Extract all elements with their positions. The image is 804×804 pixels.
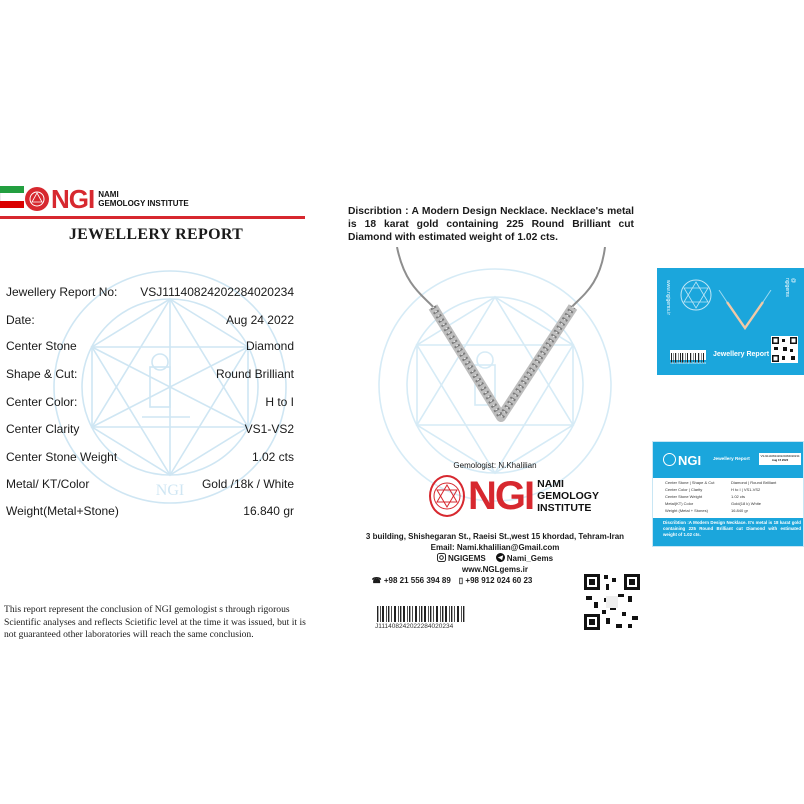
barcode-icon: [377, 606, 467, 622]
card-row: [665, 508, 795, 513]
logo-subtitle: [537, 478, 637, 514]
row-label: Metal/ KT/Color: [6, 477, 90, 491]
header-divider: [0, 216, 305, 219]
logo-mark: NGI: [468, 474, 534, 518]
row-value: VS1-VS2: [244, 422, 294, 436]
report-row: [6, 339, 294, 353]
logo-sub-nami: NAMI: [98, 190, 119, 199]
card-row-label: Center Stone Weight: [665, 494, 703, 499]
report-card-front: [657, 268, 804, 375]
logo-sub-institute: GEMOLOGY INSTITUTE: [98, 199, 189, 208]
card-barcode-number: J111408242022284020234: [670, 361, 707, 365]
card-row-value: Gold(18 k) White: [731, 501, 762, 506]
row-value: 16.840 gr: [243, 504, 294, 518]
row-value: 1.02 cts: [251, 450, 294, 464]
ngi-emblem-icon: [429, 475, 465, 517]
card-date: Aug 15 2022: [771, 458, 789, 462]
logo-sub-institute: GEMOLOGY INSTITUTE: [537, 490, 599, 514]
row-value: Diamond: [245, 339, 294, 353]
card-id-label: [759, 453, 801, 465]
svg-text:NGI: NGI: [155, 482, 185, 499]
logo-sub-nami: NAMI: [537, 478, 564, 490]
disclaimer-text: This report represent the conclusion of NGI gemologist s through rigorous Scientific analyses and reflects Scietific level at the time it was issued, but it is not guaranteed other laboratories will reach the same conclusion.: [4, 604, 306, 640]
card-row-label: Center Stone | Shape & Cut: [665, 480, 715, 485]
card-logo: NGI: [678, 453, 702, 468]
card-row: [665, 487, 795, 492]
logo-mark: NGI: [51, 184, 95, 214]
card-heading: Jewellery Report: [713, 456, 750, 461]
instagram-link[interactable]: [437, 553, 486, 564]
necklace-thumbnail: [715, 290, 775, 340]
report-row: [6, 450, 294, 464]
row-value: Gold /18k / White: [201, 477, 294, 491]
phone-mobile-number: +98 912 024 60 23: [465, 576, 533, 585]
qr-code-icon: [582, 572, 642, 632]
ngi-logo: [25, 186, 189, 212]
ngi-logo: [429, 475, 637, 517]
iran-flag-icon: [0, 186, 24, 208]
logo-subtitle: [98, 190, 189, 208]
card-row-label: Weight (Metal + Stones): [665, 508, 708, 513]
card-instagram: @ ngigems: [784, 278, 796, 297]
qr-code-icon: [771, 336, 798, 363]
row-label: Center Stone Weight: [6, 450, 118, 464]
phone-landline-number: +98 21 556 394 89: [383, 576, 451, 585]
card-row: [665, 494, 795, 499]
card-row-value: Diamond | Round Brilliant: [731, 480, 777, 485]
jewellery-report-sheet: [0, 182, 312, 642]
card-row-value: 16.840 gr: [731, 508, 748, 513]
ngi-emblem-icon: [663, 453, 676, 466]
telegram-link[interactable]: [496, 553, 553, 564]
row-value: Round Brilliant: [215, 367, 294, 381]
necklace-description: Discribtion : A Modern Design Necklace. Necklace's metal is 18 karat gold containing 225 Round Brilliant cut Diamond with estimated weight of 1.02 cts.: [348, 206, 634, 243]
report-row: [6, 395, 294, 409]
instagram-handle: NGIGEMS: [447, 554, 486, 563]
report-row: [6, 422, 294, 436]
gemologist-name: Gemologist: N.Khalilian: [453, 461, 537, 470]
instagram-icon: [437, 553, 446, 562]
telegram-icon: [496, 553, 505, 562]
row-label: Weight(Metal+Stone): [6, 504, 119, 518]
report-row: [6, 367, 294, 381]
barcode-number: J111408242022284020234: [375, 623, 454, 630]
gemology-watermark-icon: [50, 267, 290, 507]
barcode-icon: [670, 350, 706, 360]
mobile-icon: ▯: [458, 576, 466, 585]
card-website: www.ngigems.ir: [665, 280, 671, 316]
row-value: VSJ11140824202284020234: [140, 285, 294, 299]
row-label: Jewellery Report No:: [6, 285, 118, 299]
card-row-value: H to I | VS1-VS2: [731, 487, 761, 492]
website-link[interactable]: www.NGLgems.ir: [462, 565, 528, 574]
ngi-emblem-icon: [679, 278, 713, 312]
card-row-label: Center Color | Clarity: [665, 487, 703, 492]
report-title: JEWELLERY REPORT: [68, 226, 244, 243]
row-label: Shape & Cut:: [6, 367, 78, 381]
card-title: Jewellery Report: [713, 351, 770, 358]
row-value: Aug 24 2022: [225, 313, 294, 327]
report-card-back: [652, 441, 804, 547]
report-row: [6, 504, 294, 518]
phone-icon: ☎: [371, 576, 384, 585]
row-label: Center Color:: [6, 395, 78, 409]
necklace-image: [375, 247, 615, 427]
ngi-emblem-icon: [25, 187, 49, 211]
report-row: [6, 285, 294, 299]
card-row: [665, 501, 795, 506]
address-text: 3 building, Shishegaran St., Raeisi St.,west 15 khordad, Tehram-Iran: [365, 532, 625, 541]
card-report-id: VSJ1114082420220284020234: [760, 454, 800, 458]
card-row-value: 1.02 cts: [731, 494, 746, 499]
row-value: H to I: [265, 395, 294, 409]
row-label: Center Stone: [6, 339, 77, 353]
email-text: Email: Nami.khalilian@Gmail.com: [430, 543, 560, 552]
row-label: Date:: [6, 313, 35, 327]
card-row: [665, 480, 795, 485]
necklace-certificate-back: [345, 205, 637, 635]
phone-mobile[interactable]: [459, 575, 533, 586]
telegram-handle: Nami_Gems: [506, 554, 554, 563]
card-description: Discribtion :A Modern Design Necklace. It's metal is 18 karat gold containing 225 Round Brilliant cut Diamond with estimated weight of 1.02 cts.: [653, 518, 804, 547]
report-row: [6, 313, 294, 327]
social-row: [345, 553, 645, 564]
report-row: [6, 477, 294, 491]
card-row-label: Metal(KT) Color: [665, 501, 694, 506]
phone-landline[interactable]: [372, 575, 451, 586]
row-label: Center Clarity: [6, 422, 80, 436]
